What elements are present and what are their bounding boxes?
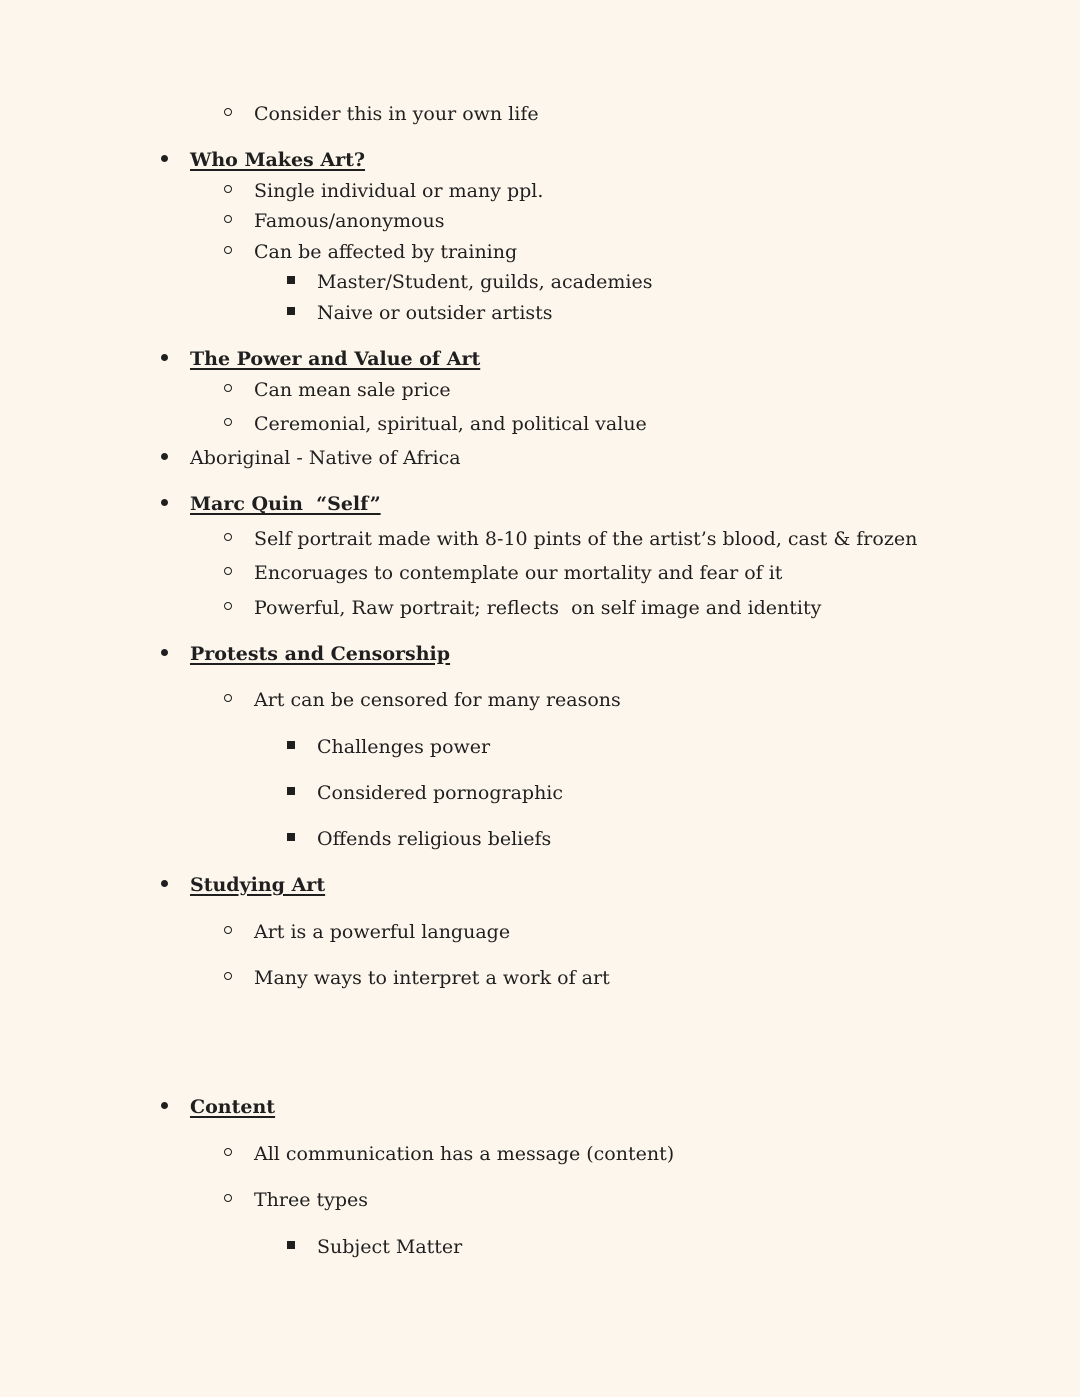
item-text: Art is a powerful language bbox=[254, 921, 511, 943]
filled-bullet-icon bbox=[161, 499, 168, 506]
item-text: Aboriginal - Native of Africa bbox=[190, 447, 461, 469]
filled-bullet-icon bbox=[161, 1102, 168, 1109]
item-text: All communication has a message (content) bbox=[254, 1143, 675, 1165]
section-heading: Protests and Censorship bbox=[190, 643, 451, 665]
item-text: Encoruages to contemplate our mortality and fear of it bbox=[254, 562, 783, 584]
square-bullet-icon bbox=[287, 276, 295, 284]
filled-bullet-icon bbox=[161, 155, 168, 162]
hollow-bullet-icon bbox=[224, 215, 232, 223]
hollow-bullet-icon bbox=[224, 533, 232, 541]
section-heading: The Power and Value of Art bbox=[190, 348, 481, 370]
item-text: Subject Matter bbox=[317, 1236, 463, 1258]
section-heading: Content bbox=[190, 1096, 276, 1118]
item-text: Many ways to interpret a work of art bbox=[254, 967, 610, 989]
list-item bbox=[221, 684, 621, 714]
square-bullet-icon bbox=[287, 787, 295, 795]
section-marc-quin bbox=[158, 488, 381, 518]
item-text: Single individual or many ppl. bbox=[254, 180, 544, 202]
item-text: Self portrait made with 8-10 pints of the artist’s blood, cast & frozen bbox=[254, 528, 918, 550]
item-text: Three types bbox=[254, 1189, 369, 1211]
list-item bbox=[221, 1138, 674, 1168]
item-text: Can be affected by training bbox=[254, 241, 518, 263]
filled-bullet-icon bbox=[161, 649, 168, 656]
hollow-bullet-icon bbox=[224, 384, 232, 392]
list-subitem bbox=[284, 1231, 462, 1261]
item-text: Consider this in your own life bbox=[254, 103, 539, 125]
list-item bbox=[221, 408, 647, 438]
hollow-bullet-icon bbox=[224, 567, 232, 575]
section-aboriginal bbox=[158, 442, 461, 472]
hollow-bullet-icon bbox=[224, 418, 232, 426]
section-heading: Studying Art bbox=[190, 874, 326, 896]
list-item bbox=[221, 374, 451, 404]
list-item bbox=[221, 962, 610, 992]
list-item bbox=[221, 523, 917, 553]
list-item bbox=[221, 592, 821, 622]
item-text: Can mean sale price bbox=[254, 379, 451, 401]
item-text: Famous/anonymous bbox=[254, 210, 445, 232]
item-text: Offends religious beliefs bbox=[317, 828, 552, 850]
hollow-bullet-icon bbox=[224, 108, 232, 116]
hollow-bullet-icon bbox=[224, 185, 232, 193]
list-subitem bbox=[284, 777, 563, 807]
hollow-bullet-icon bbox=[224, 1194, 232, 1202]
list-item bbox=[221, 557, 782, 587]
section-studying bbox=[158, 869, 325, 899]
item-text: Considered pornographic bbox=[317, 782, 564, 804]
section-heading: Who Makes Art? bbox=[190, 149, 366, 171]
list-item bbox=[221, 916, 510, 946]
list-item bbox=[221, 98, 539, 128]
hollow-bullet-icon bbox=[224, 246, 232, 254]
section-protests bbox=[158, 638, 450, 668]
list-subitem bbox=[284, 266, 652, 296]
item-text: Ceremonial, spiritual, and political value bbox=[254, 413, 647, 435]
square-bullet-icon bbox=[287, 741, 295, 749]
item-text: Powerful, Raw portrait; reflects on self image and identity bbox=[254, 597, 822, 619]
item-text: Challenges power bbox=[317, 736, 491, 758]
section-content bbox=[158, 1091, 275, 1121]
section-heading: Marc Quin “Self” bbox=[190, 493, 381, 515]
list-subitem bbox=[284, 297, 553, 327]
list-subitem bbox=[284, 731, 490, 761]
list-item bbox=[221, 175, 543, 205]
section-who-makes-art bbox=[158, 144, 365, 174]
hollow-bullet-icon bbox=[224, 972, 232, 980]
filled-bullet-icon bbox=[161, 880, 168, 887]
list-item bbox=[221, 236, 517, 266]
list-subitem bbox=[284, 823, 551, 853]
item-text: Master/Student, guilds, academies bbox=[317, 271, 653, 293]
section-power-value bbox=[158, 343, 480, 373]
filled-bullet-icon bbox=[161, 453, 168, 460]
hollow-bullet-icon bbox=[224, 1148, 232, 1156]
filled-bullet-icon bbox=[161, 354, 168, 361]
square-bullet-icon bbox=[287, 1241, 295, 1249]
list-item bbox=[221, 205, 444, 235]
list-item bbox=[221, 1184, 368, 1214]
square-bullet-icon bbox=[287, 307, 295, 315]
hollow-bullet-icon bbox=[224, 926, 232, 934]
square-bullet-icon bbox=[287, 833, 295, 841]
item-text: Naive or outsider artists bbox=[317, 302, 553, 324]
hollow-bullet-icon bbox=[224, 694, 232, 702]
hollow-bullet-icon bbox=[224, 602, 232, 610]
item-text: Art can be censored for many reasons bbox=[254, 689, 621, 711]
